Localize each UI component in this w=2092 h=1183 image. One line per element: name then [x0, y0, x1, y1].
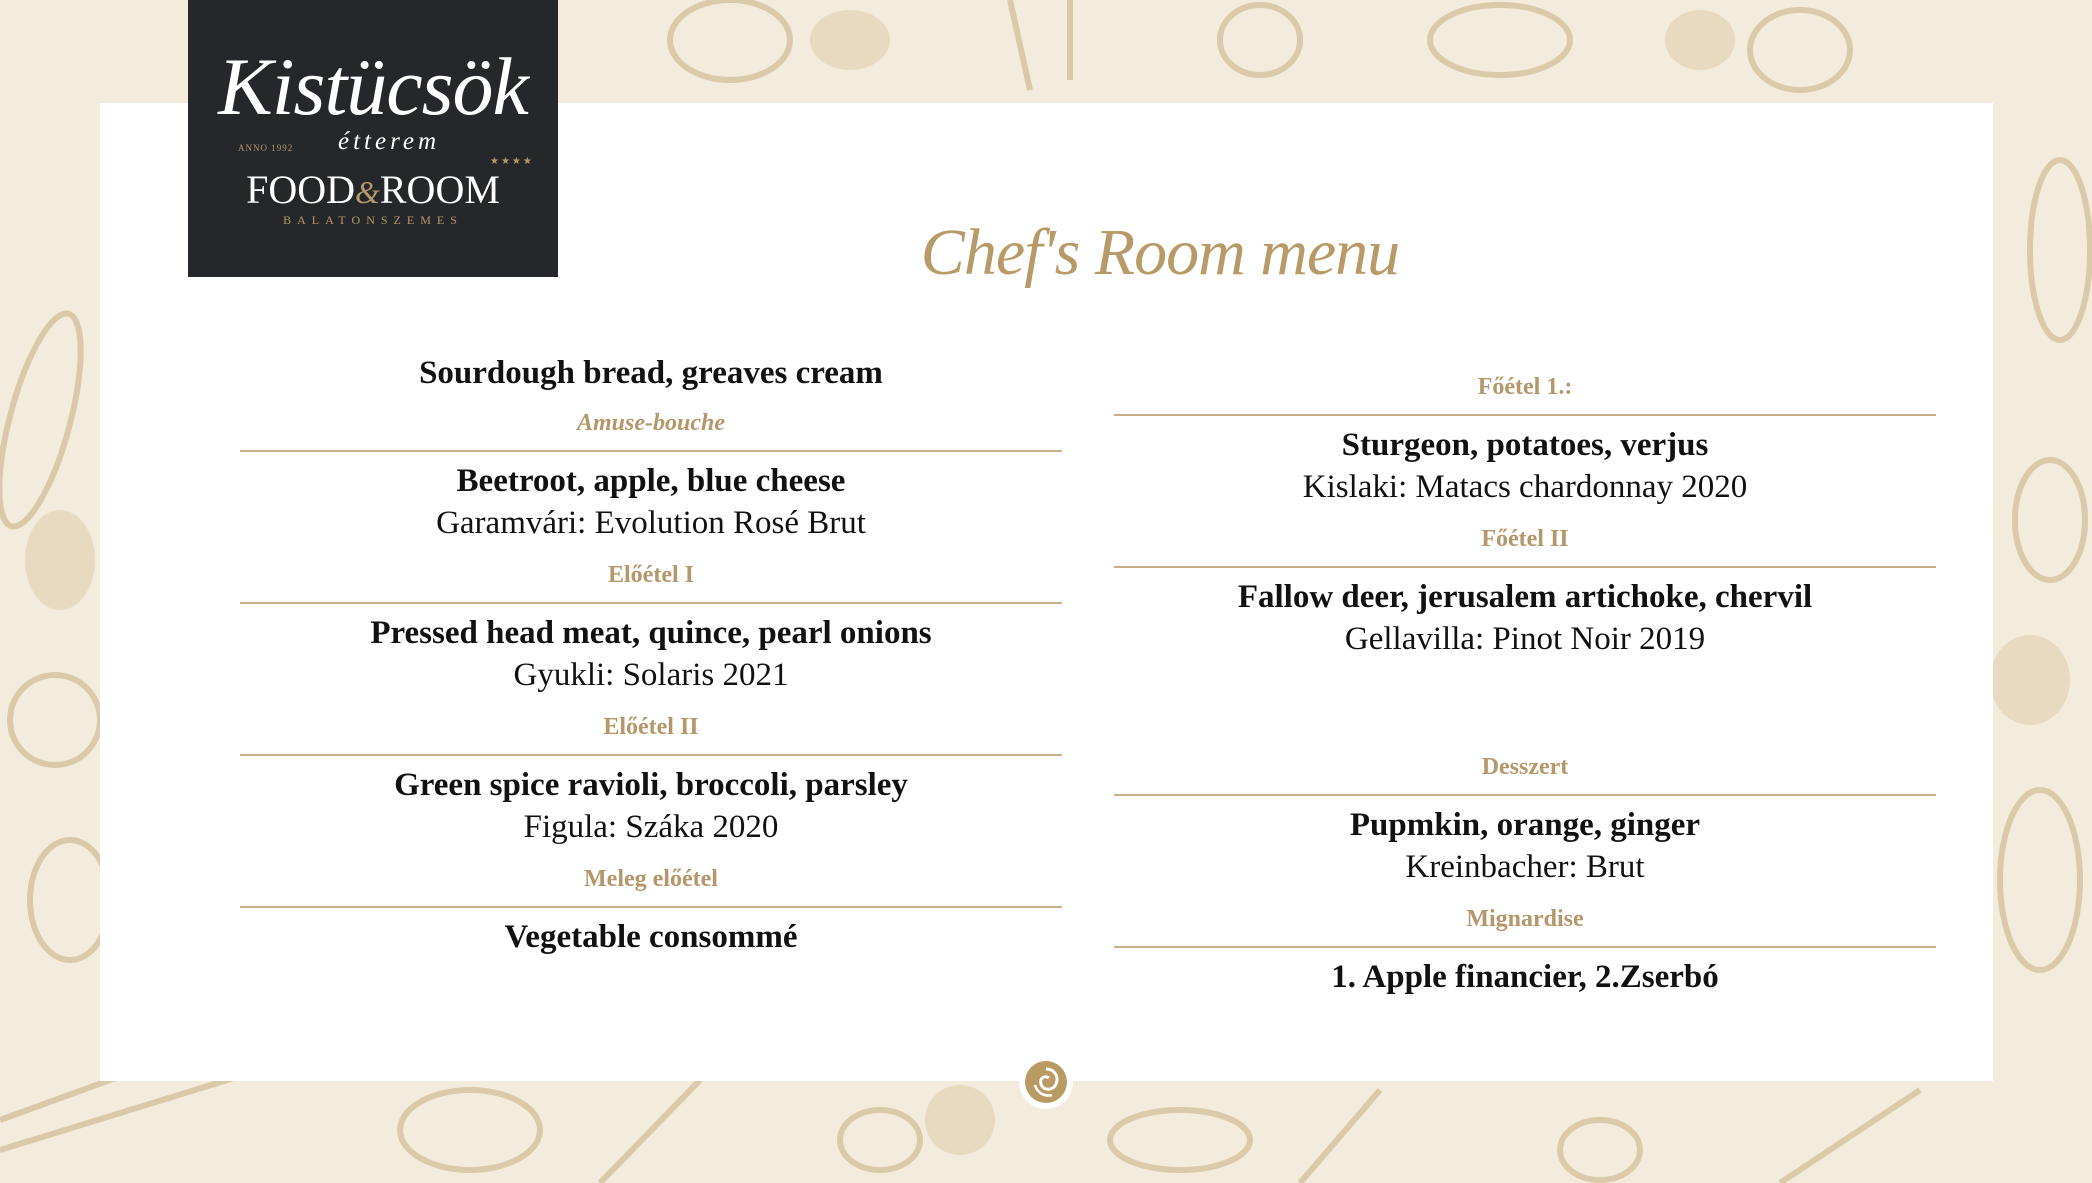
logo-anno: ANNO 1992 [238, 143, 294, 153]
wine-pairing: Kislaki: Matacs chardonnay 2020 [1302, 469, 1748, 505]
right-menu-column [1114, 372, 1936, 998]
logo-location: BALATONSZEMES [283, 213, 463, 227]
menu-title: Chef's Room menu [920, 216, 1400, 289]
menu-item [240, 352, 1062, 394]
section-heading: Előétel I [240, 560, 1062, 604]
logo-brand-name: Kistücsök [218, 41, 528, 132]
logo-ampersand: & [354, 174, 380, 210]
restaurant-logo [188, 0, 558, 277]
dish-name: Sturgeon, potatoes, verjus [1341, 427, 1709, 463]
wine-pairing: Gyukli: Solaris 2021 [513, 657, 789, 693]
wine-pairing: Kreinbacher: Brut [1405, 849, 1645, 885]
dish-name: Fallow deer, jerusalem artichoke, chervil [1237, 579, 1813, 615]
section-heading: Meleg előétel [240, 864, 1062, 908]
dish-name: Green spice ravioli, broccoli, parsley [394, 767, 908, 803]
menu-item [240, 612, 1062, 696]
dish-name: Pressed head meat, quince, pearl onions [370, 615, 932, 651]
wine-pairing: Gellavilla: Pinot Noir 2019 [1344, 621, 1706, 657]
logo-stars: ★★★★ [490, 156, 534, 167]
menu-item [1114, 804, 1936, 888]
dish-name: 1. Apple financier, 2.Zserbó [1331, 959, 1719, 995]
logo-subtitle: étterem [338, 128, 441, 155]
wine-pairing: Garamvári: Evolution Rosé Brut [436, 505, 866, 541]
left-menu-column [240, 352, 1062, 958]
menu-item [240, 764, 1062, 848]
section-heading: Főétel 1.: [1114, 372, 1936, 416]
logo-room: ROOM [379, 167, 500, 212]
section-heading: Előétel II [240, 712, 1062, 756]
menu-item [1114, 424, 1936, 508]
logo-food: FOOD [246, 167, 355, 212]
dish-name: Vegetable consommé [504, 919, 798, 955]
menu-item [240, 916, 1062, 958]
section-heading: Főétel II [1114, 524, 1936, 568]
dish-name: Beetroot, apple, blue cheese [456, 463, 846, 499]
menu-item [1114, 576, 1936, 660]
menu-item [240, 460, 1062, 544]
section-heading: Amuse-bouche [240, 408, 1062, 452]
section-heading: Desszert [1114, 752, 1936, 796]
menu-item [1114, 956, 1936, 998]
section-heading: Mignardise [1114, 904, 1936, 948]
wine-pairing: Figula: Száka 2020 [523, 809, 779, 845]
logo-food-room [188, 166, 558, 213]
dish-name: Sourdough bread, greaves cream [419, 355, 883, 391]
dish-name: Pupmkin, orange, ginger [1349, 807, 1701, 843]
swirl-emblem-icon [1019, 1055, 1073, 1109]
